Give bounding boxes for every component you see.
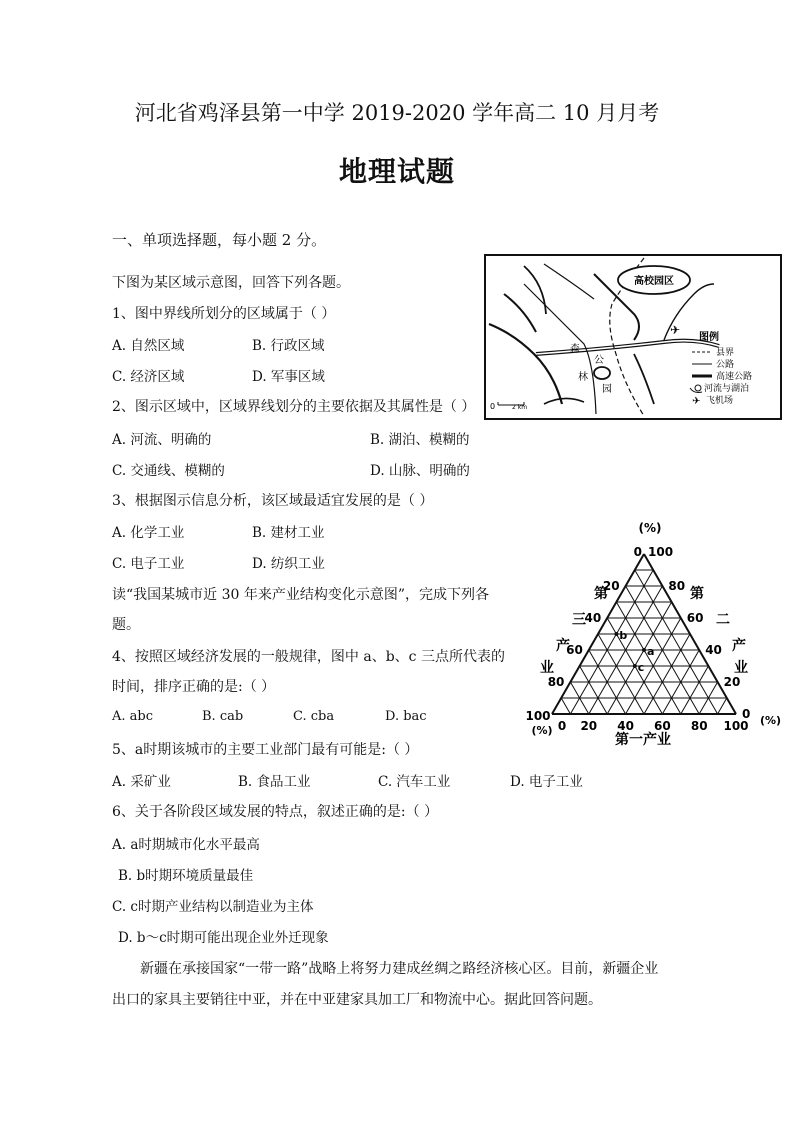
tick-label: 0 [742, 707, 751, 721]
left-axis-char: 产 [556, 638, 570, 654]
forest-park-char: 公 [594, 355, 604, 366]
option: A. a时期城市化水平最高 [112, 837, 260, 853]
tick-label: 100 [525, 709, 551, 723]
option: D. 电子工业 [510, 774, 583, 790]
option: A. abc [112, 709, 154, 724]
map-intro: 下图为某区域示意图，回答下列各题。 [112, 275, 350, 291]
point-b [614, 632, 618, 636]
grid-line [598, 634, 644, 714]
question-stem: 2、图示区域中，区域界线划分的主要依据及其属性是（ ） [112, 399, 476, 415]
option: D. b～c时期可能出现企业外迁现象 [118, 930, 329, 946]
question-stem: 6、关于各阶段区域发展的特点，叙述正确的是:（ ） [112, 804, 439, 820]
option: D. bac [385, 709, 427, 724]
point-c [633, 664, 637, 668]
legend-river: 河流与湖泊 [704, 384, 750, 394]
triangle-intro: 题。 [112, 617, 140, 633]
option: D. 山脉、明确的 [370, 463, 470, 479]
legend-airport-icon: ✈ [692, 396, 701, 407]
tick-label: 0 [557, 719, 567, 733]
unit-label: (%) [760, 714, 782, 727]
grid-line [616, 602, 680, 714]
tick-label: 60 [654, 719, 671, 733]
left-axis-char: 第 [594, 586, 608, 602]
point-label-b: b [619, 629, 628, 642]
passage-line: 出口的家具主要销往中亚，并在中亚建家具加工厂和物流中心。据此回答问题。 [112, 992, 602, 1008]
right-axis-char: 产 [732, 638, 746, 654]
region-map [484, 254, 782, 420]
option: B. 食品工业 [238, 774, 311, 790]
option: C. 经济区域 [112, 369, 185, 385]
tick-label: 60 [686, 611, 704, 625]
subject-title: 地理试题 [338, 155, 455, 188]
lake-shape [594, 367, 610, 379]
campus-label: 高校园区 [634, 276, 674, 287]
option: B. 湖泊、模糊的 [370, 432, 470, 448]
option: A. 采矿业 [112, 774, 171, 790]
legend-road: 公路 [716, 360, 735, 370]
grid-line [561, 698, 570, 714]
legend-airport: 飞机场 [706, 396, 734, 406]
forest-park-char: 林 [578, 372, 588, 383]
tick-label: 40 [705, 643, 722, 657]
forest-park-char: 园 [602, 384, 612, 395]
grid-line [718, 698, 727, 714]
question-stem: 4、按照区域经济发展的一般规律，图中 a、b、c 三点所代表的 [112, 649, 505, 665]
legend-highway: 高速公路 [716, 372, 753, 382]
question-stem: 3、根据图示信息分析，该区域最适宜发展的是（ ） [112, 493, 434, 509]
option: D. 纺织工业 [252, 556, 325, 572]
question-stem: 1、图中界线所划分的区域属于（ ） [112, 306, 336, 322]
tick-label: 100 [723, 719, 749, 733]
question-stem: 5、a时期该城市的主要工业部门最有可能是:（ ） [112, 742, 419, 758]
industry-structure-triangle [522, 520, 782, 752]
grid-line [607, 602, 671, 714]
left-axis-char: 业 [540, 660, 554, 676]
point-a [642, 648, 646, 652]
left-axis-char: 三 [572, 612, 586, 628]
option: B. b时期环境质量最佳 [118, 868, 254, 884]
option: A. 化学工业 [112, 525, 185, 541]
bottom-axis-title: 第一产业 [615, 732, 671, 748]
section-heading: 一、单项选择题，每小题 2 分。 [112, 231, 327, 249]
unit-label: (%) [638, 521, 662, 535]
point-label-a: a [647, 645, 655, 658]
scale-zero: 0 [490, 402, 496, 411]
option: D. 军事区域 [252, 369, 325, 385]
forest-park-char: 森 [570, 344, 580, 355]
tick-label: 20 [580, 719, 598, 733]
option: A. 自然区域 [112, 338, 185, 354]
tick-label: 20 [602, 579, 620, 593]
option: B. cab [202, 709, 244, 724]
triangle-intro: 读“我国某城市近 30 年来产业结构变化示意图”，完成下列各 [112, 587, 490, 603]
tick-label: 100 [648, 545, 674, 559]
tick-label: 80 [547, 675, 565, 689]
point-label-c: c [637, 661, 645, 674]
tick-label: 40 [584, 611, 602, 625]
unit-label: (%) [531, 724, 553, 737]
tick-label: 60 [566, 643, 583, 657]
tick-label: 80 [690, 719, 708, 733]
option: C. 汽车工业 [378, 774, 451, 790]
right-axis-char: 第 [690, 586, 704, 602]
scale-label: 2 km [512, 404, 528, 411]
option: C. 电子工业 [112, 556, 185, 572]
legend-title: 图例 [699, 332, 719, 343]
option: B. 建材工业 [252, 525, 325, 541]
passage-line: 新疆在承接国家“一带一路”战略上将努力建成丝绸之路经济核心区。目前，新疆企业 [140, 961, 659, 977]
option: C. 交通线、模糊的 [112, 463, 225, 479]
airport-icon: ✈ [670, 323, 681, 337]
exam-title: 河北省鸡泽县第一中学 2019-2020 学年高二 10 月月考 [134, 101, 660, 125]
option: B. 行政区域 [252, 338, 325, 354]
right-axis-char: 二 [716, 612, 730, 628]
legend-county: 县界 [716, 348, 735, 358]
right-axis-char: 业 [734, 660, 748, 676]
tick-label: 40 [617, 719, 634, 733]
question-stem: 时间，排序正确的是:（ ） [112, 679, 276, 695]
tick-label: 80 [668, 579, 686, 593]
tick-label: 20 [723, 675, 741, 689]
option: A. 河流、明确的 [112, 432, 212, 448]
option: C. c时期产业结构以制造业为主体 [112, 899, 314, 915]
option: C. cba [293, 709, 335, 724]
tick-label: 0 [633, 545, 642, 559]
